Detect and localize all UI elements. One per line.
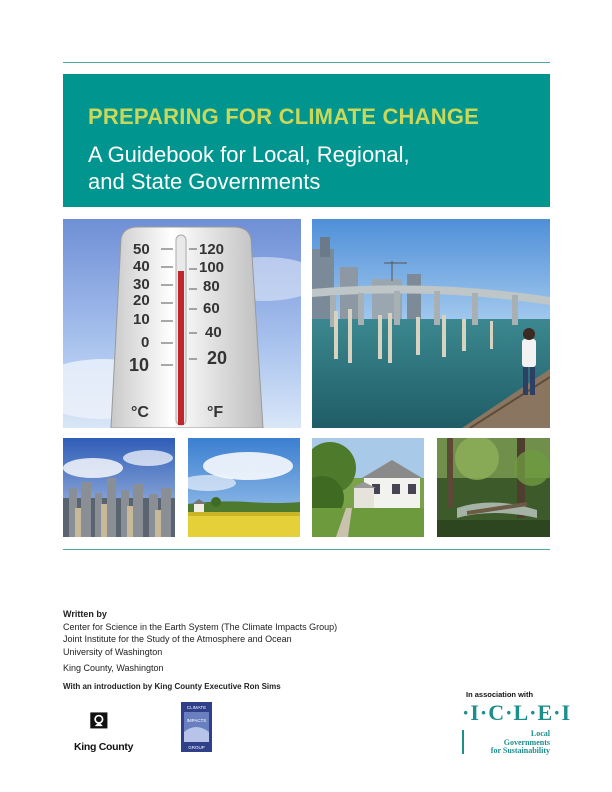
credit-line: Center for Science in the Earth System (The Climate Impacts Group) [63,621,338,632]
suburban-house-photo [312,438,424,537]
written-by-label: Written by [63,609,107,619]
farm-field-photo [188,438,300,537]
iclei-subtitle: Local Governments for Sustainability [490,729,550,756]
king-county-logo [88,708,128,742]
celsius-tick: 30 [133,276,150,293]
celsius-tick: 10 [129,355,150,375]
county-line: King County, Washington [63,663,164,673]
thermometer-photo [63,219,301,428]
bottom-rule [63,549,550,550]
fahrenheit-unit: °F [207,404,224,421]
celsius-tick: 20 [133,292,150,309]
cig-top-text: CLIMATE [186,705,207,710]
celsius-tick: 40 [133,258,150,275]
fahrenheit-tick: 80 [203,278,220,295]
iclei-logo [458,700,572,756]
king-county-label: King County [74,741,134,753]
iclei-bar [462,730,464,754]
page-subtitle: A Guidebook for Local, Regional, and State Governments [88,142,410,194]
credit-line: Joint Institute for the Study of the Atmosphere and Ocean [63,634,292,644]
introduction-line: With an introduction by King County Executive Ron Sims [63,681,281,691]
fahrenheit-tick: 60 [203,300,220,317]
association-label: In association with [466,690,534,699]
fahrenheit-tick: 120 [199,241,225,258]
celsius-tick: 50 [133,241,150,258]
celsius-tick: 10 [133,311,150,328]
celsius-tick: 0 [141,334,150,351]
climate-impacts-group-logo [181,702,212,752]
city-skyline-photo [63,438,175,537]
forest-stream-photo [437,438,550,537]
title-banner [63,74,550,207]
cig-bottom-text: GROUP [188,745,205,750]
author-credits [63,608,337,693]
celsius-unit: °C [131,404,149,421]
fahrenheit-tick: 20 [207,348,228,368]
cig-mid-text: IMPACTS [186,718,207,723]
page-title: PREPARING FOR CLIMATE CHANGE [88,104,480,129]
top-rule [63,62,550,63]
bridge-photo [312,219,550,428]
fahrenheit-tick: 100 [199,259,225,276]
credit-line: University of Washington [63,646,163,657]
fahrenheit-tick: 40 [205,324,222,341]
iclei-letters: ·I·C·L·E·I [462,700,572,725]
